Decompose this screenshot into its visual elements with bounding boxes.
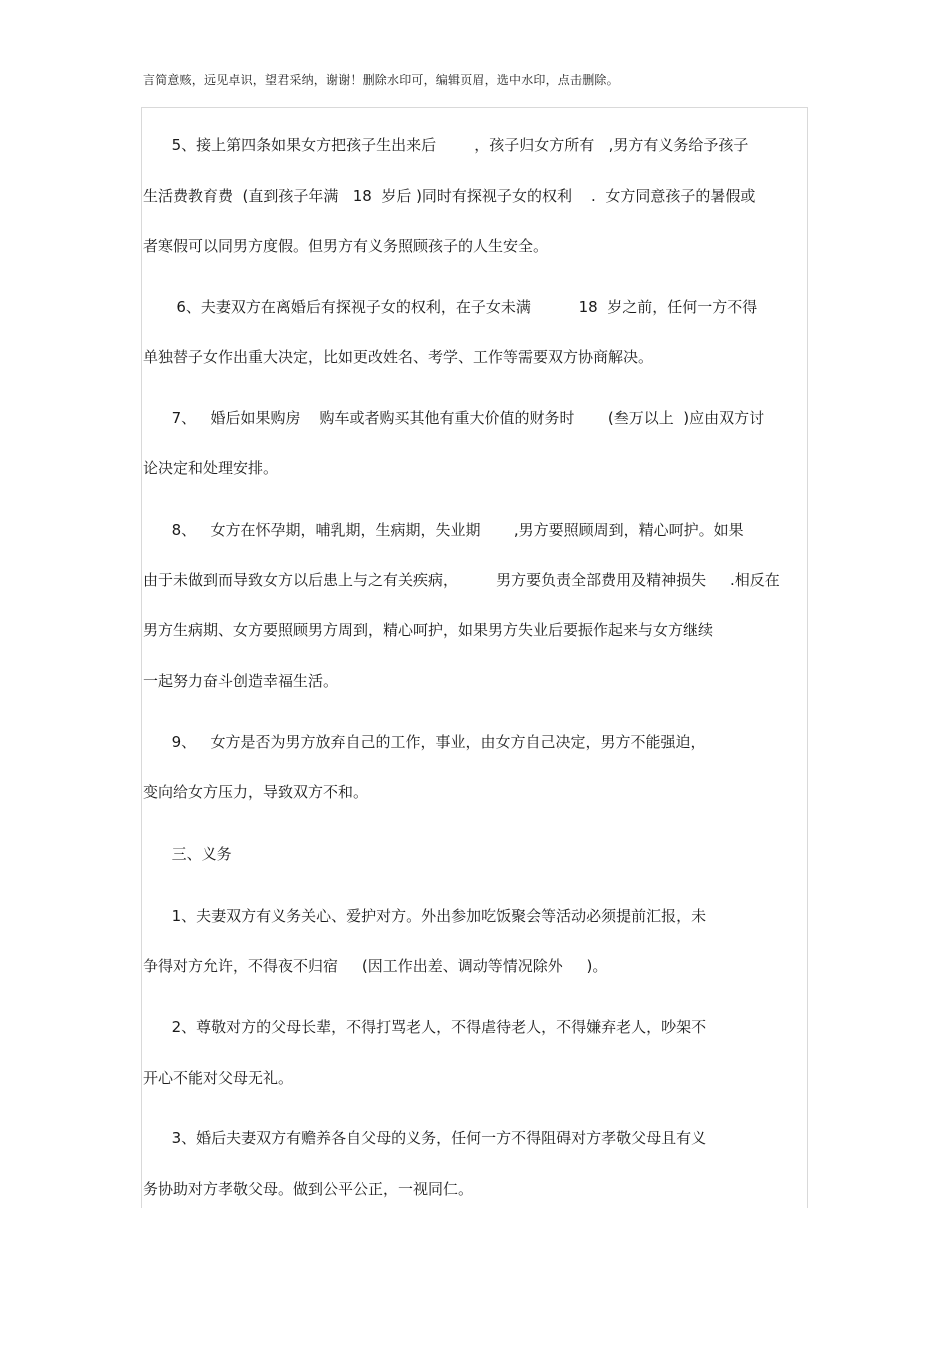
body-line: 3、婚后夫妻双方有赡养各自父母的义务，任何一方不得阻碍对方孝敬父母且有义 bbox=[143, 1129, 707, 1147]
body-line: 由于未做到而导致女方以后患上与之有关疾病， 男方要负责全部费用及精神损失 .相反在 bbox=[143, 571, 780, 589]
body-line: 者寒假可以同男方度假。但男方有义务照顾孩子的人生安全。 bbox=[143, 237, 549, 255]
body-line: 7、 婚后如果购房 购车或者购买其他有重大价值的财务时 (叁万以上 )应由双方讨 bbox=[143, 409, 765, 427]
body-line: 9、 女方是否为男方放弃自己的工作，事业，由女方自己决定，男方不能强迫， bbox=[143, 733, 706, 751]
body-line: 生活费教育费 (直到孩子年满 18 岁后 )同时有探视子女的权利 . 女方同意孩子的暑假或 bbox=[143, 187, 756, 205]
body-line: 开心不能对父母无礼。 bbox=[143, 1069, 294, 1087]
body-line: 变向给女方压力，导致双方不和。 bbox=[143, 783, 369, 801]
body-line: 论决定和处理安排。 bbox=[143, 459, 279, 477]
body-line: 争得对方允许，不得夜不归宿 (因工作出差、调动等情况除外 )。 bbox=[143, 957, 608, 975]
page-frame bbox=[141, 107, 808, 1208]
body-line: 男方生病期、女方要照顾男方周到，精心呵护，如果男方失业后要振作起来与女方继续 bbox=[143, 621, 714, 639]
body-line: 一起努力奋斗创造幸福生活。 bbox=[143, 672, 339, 690]
body-line: 5、接上第四条如果女方把孩子生出来后 ，孩子归女方所有 ,男方有义务给予孩子 bbox=[143, 136, 749, 154]
body-line: 单独替子女作出重大决定，比如更改姓名、考学、工作等需要双方协商解决。 bbox=[143, 348, 654, 366]
section-heading: 三、义务 bbox=[143, 845, 232, 863]
header-watermark-note: 言简意赅，远见卓识，望君采纳，谢谢！删除水印可，编辑页眉，选中水印，点击删除。 bbox=[143, 73, 619, 87]
body-line: 2、尊敬对方的父母长辈，不得打骂老人，不得虐待老人，不得嫌弃老人，吵架不 bbox=[143, 1018, 707, 1036]
body-line: 1、夫妻双方有义务关心、爱护对方。外出参加吃饭聚会等活动必须提前汇报，未 bbox=[143, 907, 707, 925]
body-line: 务协助对方孝敬父母。做到公平公正，一视同仁。 bbox=[143, 1180, 474, 1198]
body-line: 8、 女方在怀孕期，哺乳期，生病期，失业期 ,男方要照顾周到，精心呵护。如果 bbox=[143, 521, 744, 539]
body-line: 6、夫妻双方在离婚后有探视子女的权利，在子女未满 18 岁之前，任何一方不得 bbox=[143, 298, 758, 316]
